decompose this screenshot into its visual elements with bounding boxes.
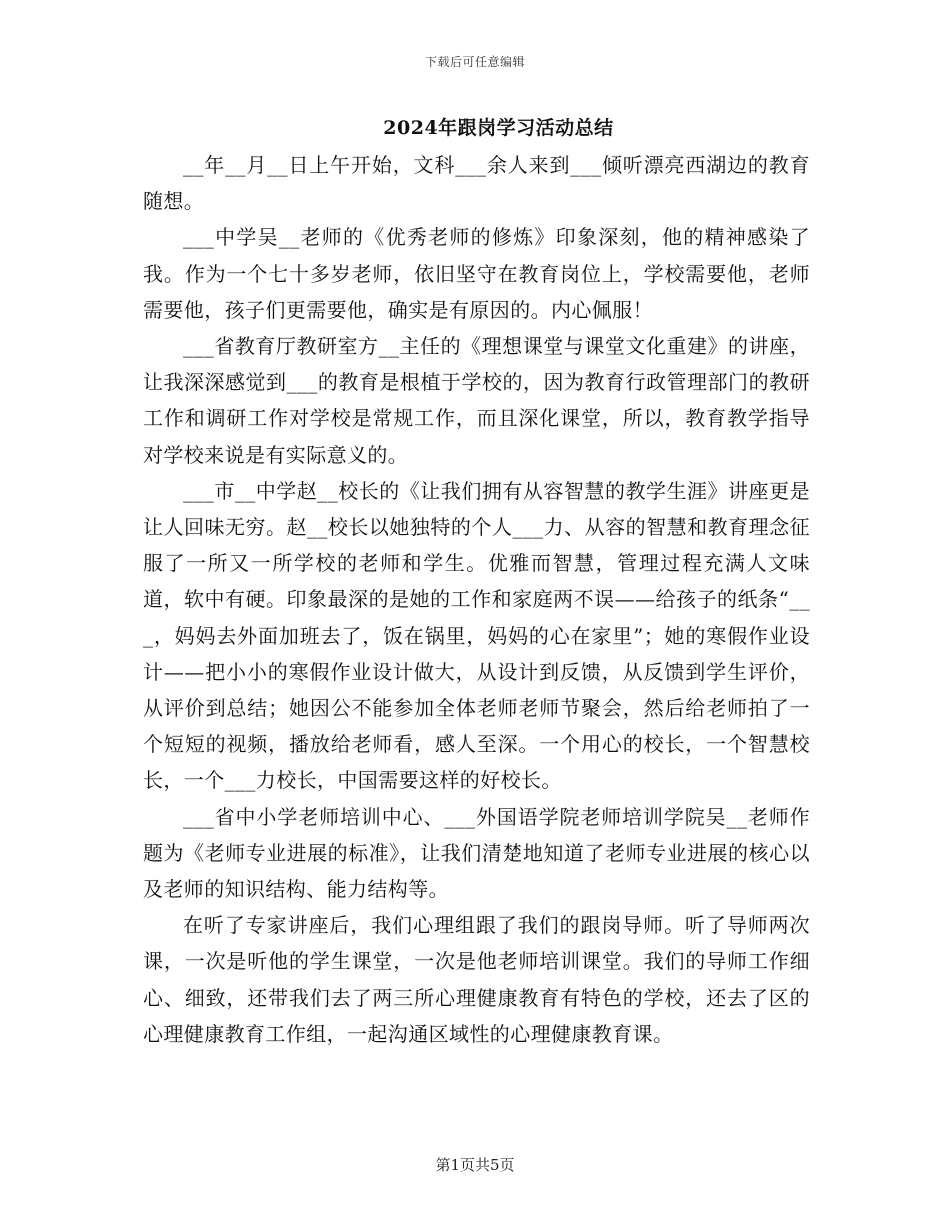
page-number-footer: 第1页共5页: [435, 1156, 515, 1174]
paragraph-1: __年__月__日上午开始，文科___余人来到___倾听漂亮西湖边的教育随想。: [143, 153, 810, 214]
paragraph-2: ___中学吴__老师的《优秀老师的修炼》印象深刻，他的精神感染了我。作为一个七十多岁老师，依旧坚守在教育岗位上，学校需要他，老师需要他，孩子们更需要他，确实是有原因的。内心佩服！: [143, 225, 810, 322]
paragraph-3: ___省教育厅教研室方__主任的《理想课堂与课堂文化重建》的讲座，让我深深感觉到___的教育是根植于学校的，因为教育行政管理部门的教研工作和调研工作对学校是常规工作，而且深化课堂，所以，教育教学指导对学校来说是有实际意义的。: [143, 334, 810, 467]
document-body: [143, 147, 810, 1052]
document-title: 2024年跟岗学习活动总结: [383, 117, 614, 139]
paragraph-6: 在听了专家讲座后，我们心理组跟了我们的跟岗导师。听了导师两次课，一次是听他的学生课堂，一次是他老师培训课堂。我们的导师工作细心、细致，还带我们去了两三所心理健康教育有特色的学校，还去了区的心理健康教育工作组，一起沟通区域性的心理健康教育课。: [143, 913, 810, 1046]
paragraph-4: ___市__中学赵__校长的《让我们拥有从容智慧的教学生涯》讲座更是让人回味无穷。赵__校长以她独特的个人___力、从容的智慧和教育理念征服了一所又一所学校的老师和学生。优雅而智慧，管理过程充满人文味道，软中有硬。印象最深的是她的工作和家庭两不误——给孩子的纸条“___，妈妈去外面加班去了，饭在锅里，妈妈的心在家里”；她的寒假作业设计——把小小的寒假作业设计做大，从设计到反馈，从反馈到学生评价，从评价到总结；她因公不能参加全体老师老师节聚会，然后给老师拍了一个短短的视频，播放给老师看，感人至深。一个用心的校长，一个智慧校长，一个___力校长，中国需要这样的好校长。: [143, 478, 810, 793]
page-header-note: 下载后可任意编辑: [424, 55, 525, 69]
paragraph-5: ___省中小学老师培训中心、___外国语学院老师培训学院吴__老师作题为《老师专业进展的标准》，让我们清楚地知道了老师专业进展的核心以及老师的知识结构、能力结构等。: [143, 804, 810, 902]
